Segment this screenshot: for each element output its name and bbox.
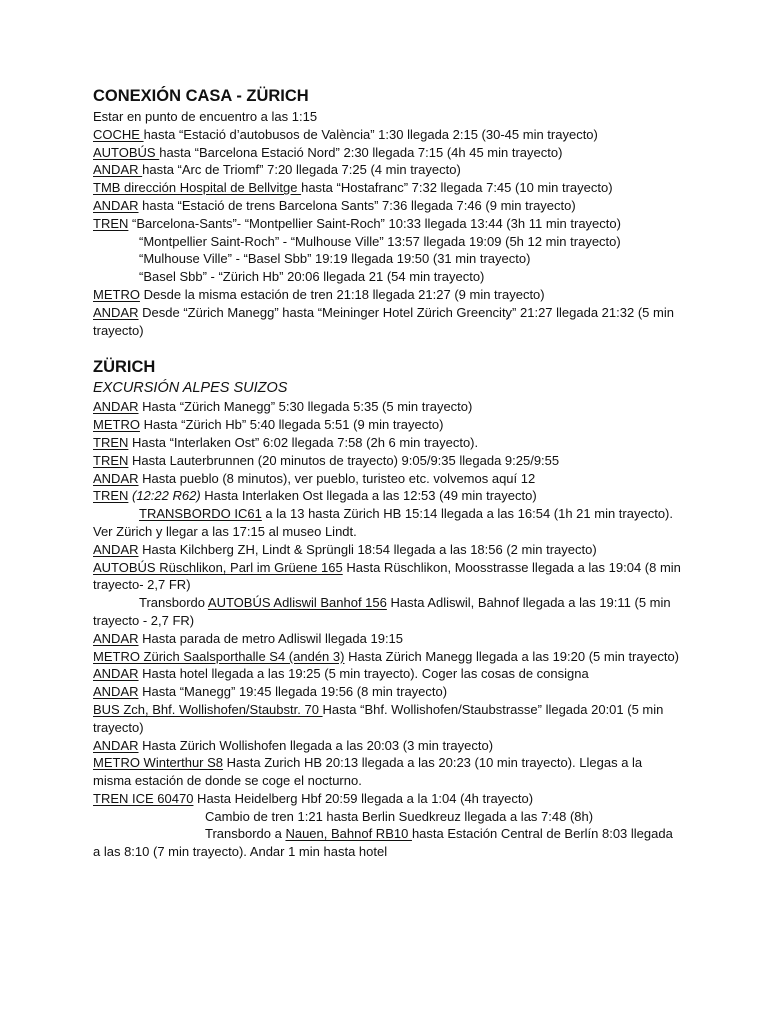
itinerary-text: Hasta Zurich HB 20:13 llegada a las 20:23 (10 min trayecto). Llegas a la misma estación de donde se coge el nocturno. (93, 755, 643, 789)
itinerary-line (93, 541, 683, 559)
itinerary-text: hasta “Arc de Triomf” 7:20 llegada 7:25 (4 min trayecto) (142, 162, 461, 178)
transbordo-prefix: Transbordo a (205, 826, 286, 842)
transport-mode-label: ANDAR (93, 541, 139, 557)
itinerary-line-autobus (93, 144, 683, 162)
itinerary-text: hasta “Barcelona Estació Nord” 2:30 llegada 7:15 (4h 45 min trayecto) (159, 144, 563, 160)
itinerary-line (93, 790, 683, 808)
itinerary-text: Hasta Kilchberg ZH, Lindt & Sprüngli 18:54 llegada a las 18:56 (2 min trayecto) (138, 541, 597, 557)
transport-mode-label: ANDAR (93, 399, 139, 415)
itinerary-line (93, 701, 683, 737)
itinerary-line (93, 487, 683, 505)
itinerary-text: Hasta “Interlaken Ost” 6:02 llegada 7:58 (2h 6 min trayecto). (128, 434, 479, 450)
itinerary-text: Hasta parada de metro Adliswil llegada 19:15 (138, 630, 404, 646)
itinerary-line (93, 505, 683, 541)
transport-mode-label: ANDAR (93, 684, 139, 700)
transport-mode-label: AUTOBÚS (93, 144, 160, 160)
transport-mode-label: TREN (93, 452, 129, 468)
itinerary-line (93, 630, 683, 648)
transport-mode-label: ANDAR (93, 304, 139, 320)
transport-mode-label: ANDAR (93, 162, 143, 178)
itinerary-text: “Barcelona-Sants”- “Montpellier Saint-Roch” 10:33 llegada 13:44 (3h 11 min trayecto) (128, 215, 621, 231)
itinerary-line (93, 594, 683, 630)
itinerary-text: hasta “Estació d’autobusos de València” 1:30 llegada 2:15 (30-45 min trayecto) (143, 126, 598, 142)
itinerary-text: hasta “Estació de trens Barcelona Sants” 7:36 llegada 7:46 (9 min trayecto) (138, 197, 576, 213)
itinerary-line (93, 683, 683, 701)
itinerary-line (93, 470, 683, 488)
section-title-conexion: CONEXIÓN CASA - ZÜRICH (93, 87, 309, 105)
transport-mode-label: TRANSBORDO IC61 (139, 506, 262, 522)
itinerary-line-tren (93, 215, 683, 233)
itinerary-line (93, 398, 683, 416)
transport-mode-label: ANDAR (93, 666, 139, 682)
itinerary-text: Hasta Lauterbrunnen (20 minutos de trayecto) 9:05/9:35 llegada 9:25/9:55 (128, 452, 560, 468)
itinerary-text: Hasta hotel llegada a las 19:25 (5 min trayecto). Coger las cosas de consigna (138, 666, 589, 682)
itinerary-text: hasta Estación Central de Berlín 8:03 llegada a las 8:10 (7 min trayecto). Andar 1 min hasta hotel (93, 826, 673, 860)
itinerary-line-andar (93, 161, 683, 179)
itinerary-line: Cambio de tren 1:21 hasta Berlin Suedkreuz llegada a las 7:48 (8h) (205, 808, 594, 824)
itinerary-line-metro (93, 286, 683, 304)
itinerary-line (93, 648, 683, 666)
itinerary-line-coche (93, 126, 683, 144)
itinerary-line (93, 737, 683, 755)
transport-mode-label: METRO (93, 286, 140, 302)
itinerary-line (93, 665, 683, 683)
itinerary-line (93, 559, 683, 595)
tren-continuation-line: “Montpellier Saint-Roch” - “Mulhouse Ville” 13:57 llegada 19:09 (5h 12 min trayecto) (139, 233, 621, 249)
itinerary-text: Desde la misma estación de tren 21:18 llegada 21:27 (9 min trayecto) (139, 286, 545, 302)
transport-mode-label: COCHE (93, 126, 144, 142)
itinerary-text: hasta “Hostafranc” 7:32 llegada 7:45 (10 min trayecto) (301, 180, 613, 196)
itinerary-text: Desde “Zürich Manegg” hasta “Meininger Hotel Zürich Greencity” 21:27 llegada 21:32 (5 min trayecto) (93, 304, 674, 338)
itinerary-line-tmb (93, 179, 683, 197)
intro-line: Estar en punto de encuentro a las 1:15 (93, 109, 318, 124)
itinerary-text: Hasta pueblo (8 minutos), ver pueblo, turisteo etc. volvemos aquí 12 (138, 470, 536, 486)
transport-mode-label: BUS Zch, Bhf. Wollishofen/Staubstr. 70 (93, 701, 323, 717)
tren-continuation-line: “Mulhouse Ville” - “Basel Sbb” 19:19 llegada 19:50 (31 min trayecto) (139, 251, 531, 267)
itinerary-text: Hasta Rüschlikon, Moosstrasse llegada a las 19:04 (8 min trayecto- 2,7 FR) (93, 559, 681, 593)
itinerary-line (93, 416, 683, 434)
itinerary-text: Hasta Interlaken Ost llegada a las 12:53 (49 min trayecto) (204, 488, 537, 504)
transport-mode-label: Nauen, Bahnof RB10 (285, 826, 412, 842)
transport-mode-label: METRO Zürich Saalsporthalle S4 (andén 3) (93, 648, 345, 664)
itinerary-line-andar-hotel (93, 304, 683, 340)
itinerary-text: Hasta Heidelberg Hbf 20:59 llegada a la 1:04 (4h trayecto) (193, 790, 534, 806)
transport-mode-label: ANDAR (93, 197, 139, 213)
transport-mode-label: ANDAR (93, 470, 139, 486)
transport-mode-label: METRO (93, 417, 140, 433)
itinerary-text: Hasta Adliswil, Bahnof llegada a las 19:11 (5 min trayecto - 2,7 FR) (93, 595, 671, 628)
transport-mode-label: TREN (93, 434, 129, 450)
transport-mode-label: ANDAR (93, 737, 139, 753)
transport-mode-label: ANDAR (93, 630, 139, 646)
itinerary-line-andar-sants (93, 197, 683, 215)
itinerary-text: Hasta “Bhf. Wollishofen/Staubstrasse” llegada 20:01 (5 min trayecto) (93, 701, 664, 735)
tren-continuation-line: “Basel Sbb” - “Zürich Hb” 20:06 llegada 21 (54 min trayecto) (139, 269, 485, 285)
itinerary-text: Hasta Zürich Wollishofen llegada a las 20:03 (3 min trayecto) (138, 737, 494, 753)
transport-mode-label: TREN (93, 488, 129, 504)
transport-mode-label: TREN (93, 215, 129, 231)
itinerary-text: Hasta “Zürich Manegg” 5:30 llegada 5:35 (5 min trayecto) (138, 399, 473, 415)
itinerary-content (93, 86, 683, 861)
itinerary-text: a la 13 hasta Zürich HB 15:14 llegada a las 16:54 (1h 21 min trayecto). Ver Zürich y llegar a las 17:15 al museo Lindt. (93, 506, 673, 539)
itinerary-line (93, 825, 683, 861)
transport-mode-label: AUTOBÚS Rüschlikon, Parl im Grüene 165 (93, 559, 343, 575)
transport-mode-label: METRO Winterthur S8 (93, 755, 224, 771)
itinerary-line (93, 434, 683, 452)
itinerary-text: Hasta “Manegg” 19:45 llegada 19:56 (8 min trayecto) (138, 684, 448, 700)
transbordo-prefix: Transbordo (139, 595, 208, 611)
section-subtitle: EXCURSIÓN ALPES SUIZOS (93, 380, 288, 397)
itinerary-line (93, 754, 683, 790)
transport-mode-label: TMB dirección Hospital de Bellvitge (93, 180, 302, 196)
itinerary-line (93, 452, 683, 470)
section-title-zurich: ZÜRICH (93, 358, 156, 377)
itinerary-text: Hasta “Zürich Hb” 5:40 llegada 5:51 (9 min trayecto) (139, 417, 444, 433)
transport-mode-label: AUTOBÚS Adliswil Banhof 156 (207, 595, 387, 611)
train-note: (12:22 R62) (128, 488, 205, 504)
itinerary-text: Hasta Zürich Manegg llegada a las 19:20 (5 min trayecto) (344, 648, 680, 664)
transport-mode-label: TREN ICE 60470 (93, 790, 194, 806)
